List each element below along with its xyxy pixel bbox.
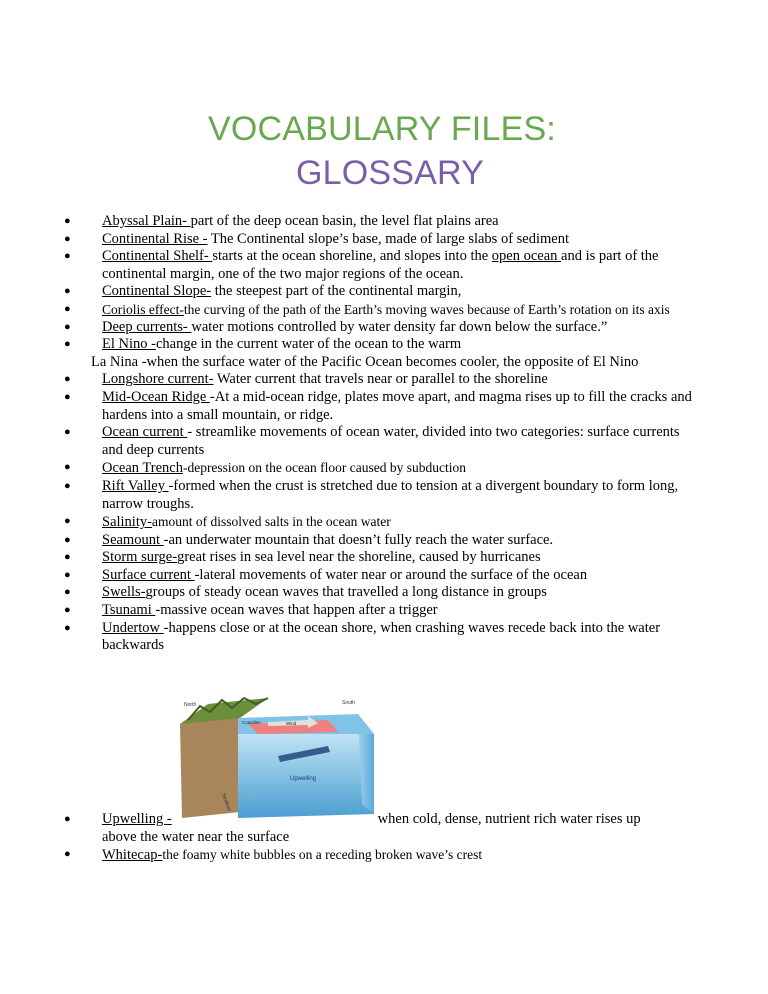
bullet-icon: ● [64,586,71,599]
list-item [62,846,692,865]
term: Mid-Ocean Ridge [102,388,210,405]
list-item [62,459,692,478]
label-north: North [184,702,197,708]
list-item [62,213,692,231]
definition: water motions controlled by water density far down below the surface.” [191,318,608,335]
bullet-icon: ● [64,551,71,564]
bullet-icon: ● [64,285,71,298]
term: Continental Rise - [102,230,208,247]
definition: -happens close or at the ocean shore, when crashing waves recede back into the water backwards [102,619,661,654]
glossary-list-continued [62,811,692,865]
bullet-icon: ● [64,568,71,581]
term: Abyssal Plain- [102,213,191,229]
bullet-icon: ● [64,515,71,528]
definition: the steepest part of the continental margin, [211,283,462,300]
label-seafloor: Seafloor [220,792,233,813]
list-item [62,549,692,567]
bullet-icon: ● [64,373,71,386]
bullet-icon: ● [64,390,71,403]
list-item [62,424,692,459]
list-item [62,602,692,620]
bullet-icon: ● [64,426,71,439]
term: Continental Slope- [102,283,212,300]
definition: groups of steady ocean waves that travelled a long distance in groups [145,584,547,601]
term: Coriolis effect- [102,301,184,317]
term: El Nino - [102,336,156,353]
definition: -lateral movements of water near or around the surface of the ocean [194,566,588,583]
definition: -an underwater mountain that doesn’t fully reach the water surface. [163,531,554,548]
definition: when cold, dense, nutrient rich water rises up [377,811,641,827]
term: Swells- [102,584,146,601]
term: Undertow [102,619,164,636]
title-line-2: GLOSSARY [295,154,485,192]
list-item [62,231,692,249]
definition: -At a mid-ocean ridge, plates move apart, and magma rises up to fill the cracks and hardens into a small mountain, or ridge. [102,388,692,423]
term: Seamount [102,531,164,548]
bullet-icon: ● [64,479,71,492]
term: Storm surge- [102,549,178,566]
definition: -massive ocean waves that happen after a trigger [155,602,438,619]
land-block [180,712,240,818]
definition: amount of dissolved salts in the ocean water [151,514,391,530]
list-item [62,478,692,513]
list-item [62,301,692,319]
label-upwelling: Upwelling [290,776,317,782]
list-item [62,336,692,354]
upwelling-diagram [178,694,378,818]
bullet-icon: ● [64,338,71,351]
definition: great rises in sea level near the shoreline, caused by hurricanes [177,549,541,566]
bullet-icon: ● [64,813,71,825]
definition: change in the current water of the ocean to the warm [155,336,462,353]
definition: - streamlike movements of ocean water, divided into two categories: surface currents and deep currents [102,424,680,458]
definition: the foamy white bubbles on a receding broken wave’s crest [162,847,483,863]
list-item [62,389,692,424]
list-item [62,532,692,550]
term: Ocean Trench [102,460,183,477]
definition: Water current that travels near or parallel to the shoreline [213,371,548,388]
definition-continued: above the water near the surface [102,828,290,845]
definition: The Continental slope’s base, made of large slabs of sediment [207,230,569,247]
bullet-icon: ● [64,302,71,315]
list-item [62,584,692,602]
term: Surface current [102,566,195,583]
la-nina-line: La Nina -when the surface water of the Pacific Ocean becomes cooler, the opposite of El Nino [91,353,639,370]
list-item [62,811,692,846]
bullet-icon: ● [64,621,71,634]
open-ocean-link[interactable]: open ocean [491,248,562,265]
label-wind: Wind [286,721,297,726]
bullet-icon: ● [64,604,71,617]
definition: starts at the ocean shoreline, and slopes into the [212,248,492,265]
list-item [62,567,692,585]
list-item [62,319,692,337]
term: Whitecap- [102,847,163,864]
term: Rift Valley [102,477,169,494]
definition: -depression on the ocean floor caused by subduction [182,460,466,476]
label-coastline: Coastline [242,720,261,725]
bullet-icon: ● [64,848,71,861]
term: Ocean current [102,424,188,441]
list-item [62,620,692,655]
term: Tsunami [102,602,156,619]
term: Longshore current- [102,371,214,388]
term: Salinity- [102,514,152,531]
term: Deep currents- [102,318,192,335]
bullet-icon: ● [64,320,71,333]
bullet-icon: ● [64,250,71,263]
term: Continental Shelf- [102,248,213,265]
list-item [62,371,692,389]
label-south: South [342,700,356,706]
list-item [62,283,692,301]
term: Upwelling - [102,811,172,827]
bullet-icon: ● [64,461,71,474]
definition: and is part of the continental margin, one of the two major regions of the ocean. [102,248,659,282]
bullet-icon: ● [64,215,71,227]
glossary-list [62,213,692,655]
definition: part of the deep ocean basin, the level flat plains area [190,213,499,229]
bullet-icon: ● [64,533,71,546]
definition: the curving of the path of the Earth’s moving waves because of Earth’s rotation on its axis [183,301,670,317]
bullet-icon: ● [64,232,71,245]
list-item [62,248,692,283]
definition: -formed when the crust is stretched due to tension at a divergent boundary to form long, narrow troughs. [102,477,679,512]
list-item [62,513,692,532]
title-line-1: VOCABULARY FILES: [208,110,556,148]
